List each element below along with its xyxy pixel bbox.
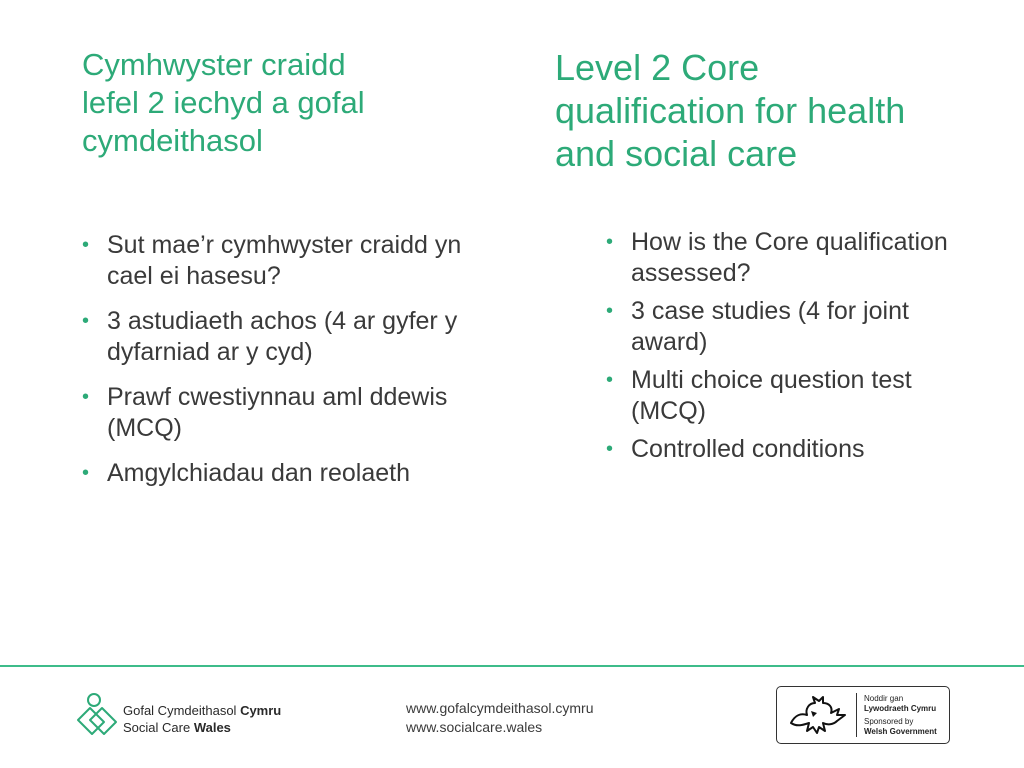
bullet-text: Multi choice question test (MCQ) [631,366,912,425]
welsh-bullet-list [82,230,502,503]
bullet-dot-icon: • [82,310,90,332]
bullet-item [606,296,966,358]
bullet-text: 3 case studies (4 for joint award) [631,297,909,356]
bullet-text: Sut mae’r cymhwyster craidd yn cael ei hasesu? [107,231,462,290]
badge-line-2: Lywodraeth Cymru [864,704,937,713]
bullet-item [606,434,966,465]
bullet-item [82,230,502,292]
bullet-text: Amgylchiadau dan reolaeth [107,459,410,487]
badge-line-3: Sponsored by [864,717,914,726]
bullet-dot-icon: • [606,231,614,253]
url-english[interactable]: www.socialcare.wales [406,719,543,735]
badge-line-4: Welsh Government [864,727,937,736]
footer-divider [0,665,1024,667]
bullet-dot-icon: • [606,300,614,322]
bullet-dot-icon: • [606,438,614,460]
welsh-title: Cymhwyster craidd lefel 2 iechyd a gofal cymdeithasol [82,47,365,158]
logo-line-english: Social Care Wales [123,720,231,735]
badge-line-1: Noddir gan [864,694,904,703]
bullet-dot-icon: • [606,369,614,391]
bullet-item [606,227,966,289]
bullet-item [606,365,966,427]
bullet-text: 3 astudiaeth achos (4 ar gyfer y dyfarniad ar y cyd) [107,307,458,366]
bullet-text: Controlled conditions [631,435,865,463]
english-title: Level 2 Core qualification for health and social care [555,47,906,174]
bullet-dot-icon: • [82,386,90,408]
welsh-dragon-icon [787,693,849,737]
social-care-wales-logo [74,692,294,740]
bullet-item [82,382,502,444]
welsh-government-sponsor-badge [776,686,950,744]
bullet-dot-icon: • [82,462,90,484]
bullet-item [82,458,502,489]
bullet-text: How is the Core qualification assessed? [631,228,948,287]
social-care-wales-logo-icon [74,692,122,740]
bullet-item [82,306,502,368]
url-welsh[interactable]: www.gofalcymdeithasol.cymru [406,700,594,716]
bullet-text: Prawf cwestiynnau aml ddewis (MCQ) [107,383,448,442]
badge-separator [856,693,857,737]
bullet-dot-icon: • [82,234,90,256]
logo-line-welsh: Gofal Cymdeithasol Cymru [123,703,282,718]
english-bullet-list [606,227,966,472]
